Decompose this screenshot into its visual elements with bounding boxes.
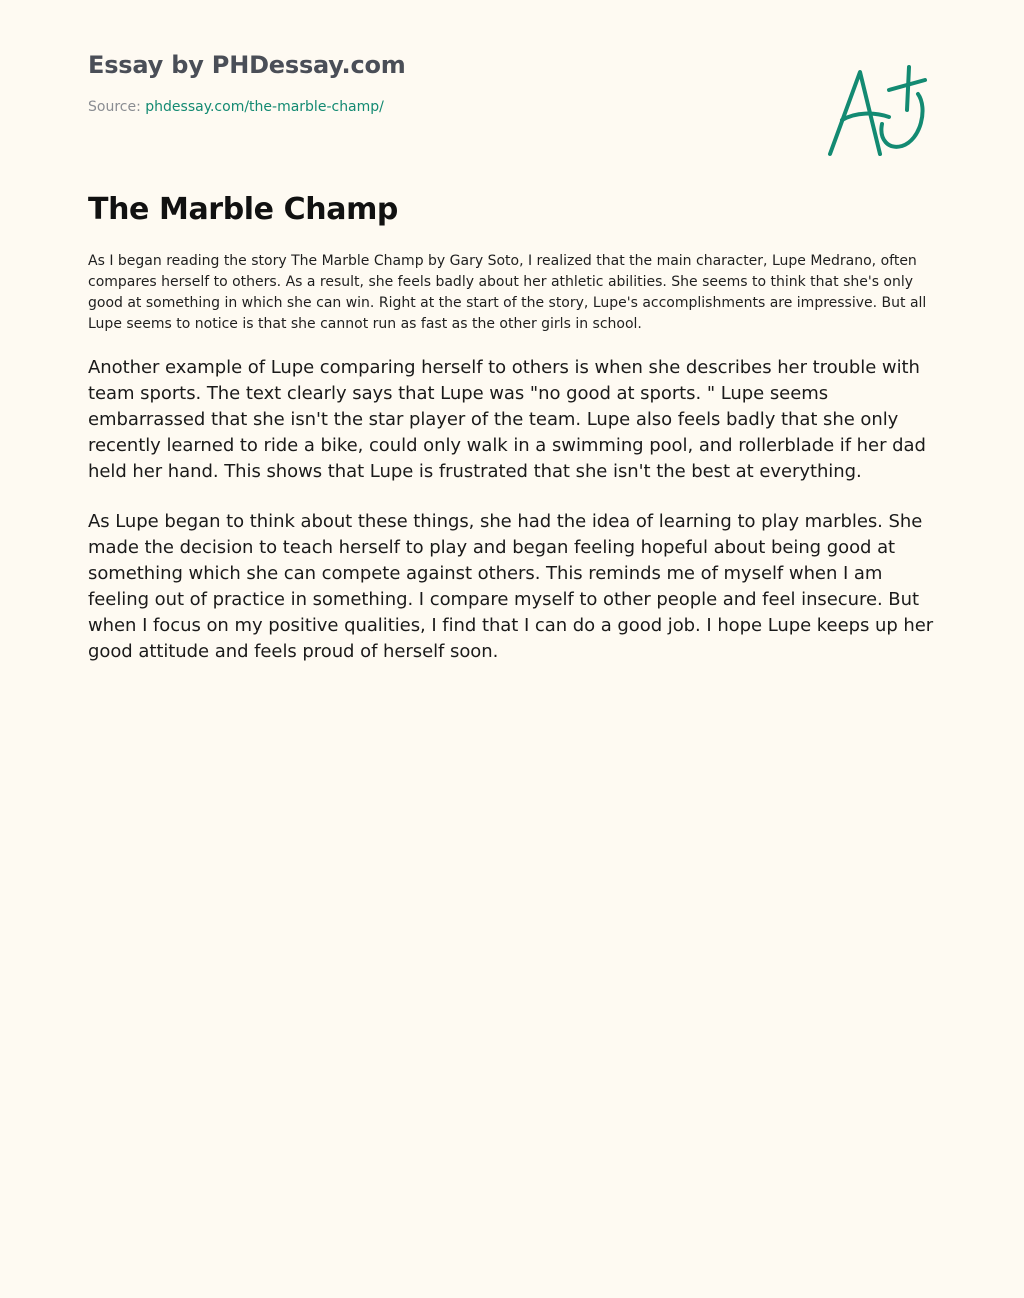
essay-title: The Marble Champ (88, 192, 399, 227)
source-line (88, 97, 788, 117)
a-plus-grade-icon (822, 62, 928, 162)
source-link[interactable]: phdessay.com/the-marble-champ/ (145, 99, 384, 115)
body-paragraph: As Lupe began to think about these things, she had the idea of learning to play marbles. She made the decision to teach herself to play and began feeling hopeful about being good at something which she can compete against others. This reminds me of myself when I am feeling out of practice in something. I compare myself to other people and feel insecure. But when I focus on my positive qualities, I find that I can do a good job. I hope Lupe keeps up her good attitude and feels proud of herself soon. (88, 511, 934, 662)
essay-body (88, 251, 938, 689)
intro-paragraph: As I began reading the story The Marble Champ by Gary Soto, I realized that the main character, Lupe Medrano, often compares herself to others. As a result, she feels badly about her athletic abilities. She seems to think that she's only good at something in which she can win. Right at the start of the story, Lupe's accomplishments are impressive. But all Lupe seems to notice is that she cannot run as fast as the other girls in school. (88, 253, 927, 332)
source-label: Source: (88, 99, 146, 115)
site-title: Essay by PHDessay.com (88, 51, 406, 79)
body-paragraph: Another example of Lupe comparing herself to others is when she describes her trouble with team sports. The text clearly says that Lupe was "no good at sports. " Lupe seems embarrassed that she isn't the star player of the team. Lupe also feels badly that she only recently learned to ride a bike, could only walk in a swimming pool, and rollerblade if her dad held her hand. This shows that Lupe is frustrated that she isn't the best at everything. (88, 357, 926, 482)
page-header (88, 48, 788, 117)
